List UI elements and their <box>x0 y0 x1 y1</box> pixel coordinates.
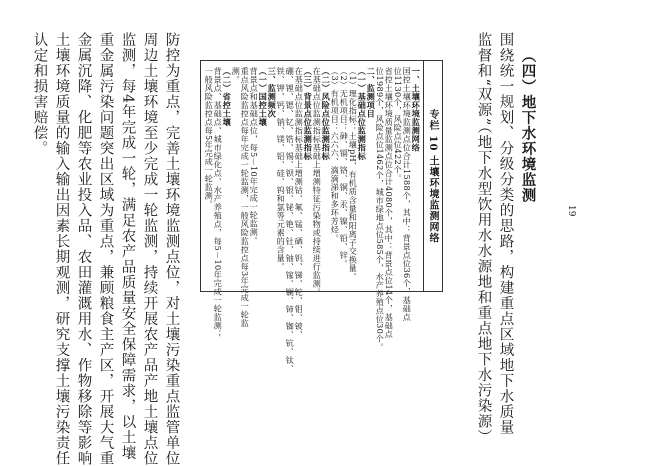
box-line: 硼、锂、锶、钇、锆、锡、钡、银、铋、铯、钍、铀、镓、镧、铈、铷、钪、钛、 <box>285 67 296 373</box>
box-line: （一）国控土壤 <box>258 67 269 127</box>
box-line: 铁、钾、钙、钠、镁、铝、硅、钨和氯等元素的含量。 <box>276 67 287 271</box>
box-line: 在基础点位监测指标基础上增测特征污染物或持续进行监测。 <box>312 67 323 297</box>
box-line: 背景点、基础点、城市绿化点、水产养殖点，每5－10年完成一轮监测； <box>213 67 224 339</box>
box-line: 一、土壤环境监测网络 <box>411 67 422 152</box>
box-line: 三、监测频次 <box>267 67 278 118</box>
box-line: 位1130个，风险点位422个。 <box>393 67 404 183</box>
box-line: 重点风险监控点每年完成一轮监测，一般风险监控点每3年完成一轮监 <box>240 67 251 328</box>
box-line: （一）基础点位监测指标 <box>357 67 368 161</box>
box-line: 背景点和基础点位，每5－10年完成一轮监测。 <box>249 67 260 246</box>
body-line-4: 重金属污染问题突出区域为重点，兼顾粮食主产区，开展大气重 <box>97 32 114 466</box>
body-line-6: 土壤环境质量的输入输出因素长期观测，研究支撑土壤污染责任 <box>53 32 70 466</box>
body-line-2: 周边土壤环境至少完成一轮监测，持续开展农产品产地土壤点位 <box>141 32 158 466</box>
box-line: （三）背景点位监测指标 <box>303 67 314 161</box>
box-line: 在基础点位监测指标基础上增测钴、氟、锰、硒、钒、锑、铊、钼、铍、 <box>294 67 305 339</box>
section-line-2: 监督和“双源”（地下水型饮用水水源地和重点地下水污染源） <box>475 32 492 445</box>
body-line-3: 监测，每4年完成一轮，满足农产品质量安全保障需求，以土壤 <box>119 32 136 461</box>
box-line: 国控土壤环境监测点位合计1588个，其中：背景点位36个，基础点 <box>402 67 413 322</box>
box-line: （二）省控土壤 <box>222 67 233 127</box>
section-heading: （四）地下水环境监测 <box>519 48 537 203</box>
box-line: 测。 <box>231 67 242 84</box>
box-line: （3）有机项目：六六六、滴滴涕和多环芳烃。 <box>330 67 341 243</box>
monitoring-network-box <box>200 60 443 373</box>
page-number: 19 <box>566 205 576 217</box>
box-line: （二）风险点位监测指标 <box>321 67 332 161</box>
box-line: 二、监测项目 <box>366 67 377 118</box>
box-line: （1）理化指标：土壤pH，有机质含量和阳离子交换量。 <box>348 67 359 281</box>
box-line: 一般风险监控点每5年完成一轮监测。 <box>204 67 215 209</box>
box-line: 位1989个，风险点位1462个，城市绿地点位585个，水产养殖点位30个。 <box>375 67 386 352</box>
body-line-7: 认定和损害赔偿。 <box>31 32 48 156</box>
box-title: 专栏 10 土壤环境监测网络 <box>427 108 438 244</box>
body-line-1: 防控为重点，完善土壤环境监测点位，对土壤污染重点监管单位 <box>163 32 180 466</box>
body-line-5: 金属沉降、化肥等农业投入品、农田灌溉用水、作物移除等影响 <box>75 32 92 466</box>
box-line: （2）无机项目：砷、镉、铬、铜、汞、镍、铅、锌。 <box>339 67 350 269</box>
box-line: 省控土壤环境质量监测点位合计4080个，其中：背景点位14个，基础点 <box>384 67 395 339</box>
section-line-1: 围绕统一规划、分级分类的思路，构建重点区域地下水质量 <box>497 32 514 435</box>
